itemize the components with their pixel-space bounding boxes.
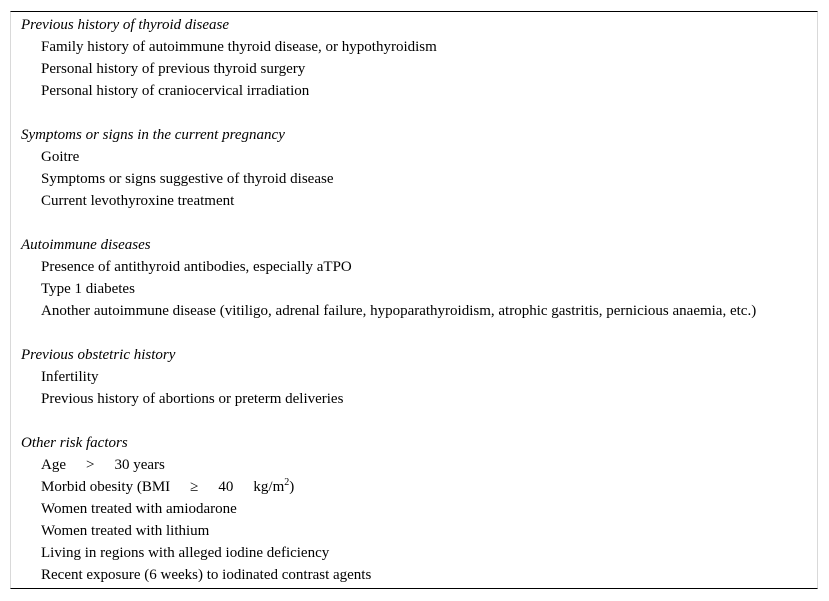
list-item: Personal history of previous thyroid surgery [41, 61, 306, 77]
list-item: Infertility [41, 369, 99, 385]
list-item: Personal history of craniocervical irradiation [41, 83, 310, 99]
obesity-item [11, 476, 817, 498]
section-heading: Autoimmune diseases [21, 237, 151, 253]
list-item: Family history of autoimmune thyroid disease, or hypothyroidism [41, 39, 437, 55]
section-heading: Other risk factors [21, 435, 128, 451]
list-item: Women treated with lithium [41, 523, 210, 539]
list-item: Type 1 diabetes [41, 281, 135, 297]
list-item: Symptoms or signs suggestive of thyroid disease [41, 171, 334, 187]
section-spacer [11, 102, 817, 124]
list-item: Another autoimmune disease (vitiligo, adrenal failure, hypoparathyroidism, atrophic gastritis, pernicious anaemia, etc.) [41, 303, 757, 319]
obesity-close: ) [289, 479, 295, 495]
list-item: Goitre [41, 149, 80, 165]
section-heading: Symptoms or signs in the current pregnancy [21, 127, 285, 143]
age-item [11, 454, 817, 476]
list-item: Recent exposure (6 weeks) to iodinated contrast agents [41, 567, 372, 583]
obesity-unit: kg/m [253, 479, 285, 495]
list-item: Presence of antithyroid antibodies, especially aTPO [41, 259, 352, 275]
list-item: Current levothyroxine treatment [41, 193, 235, 209]
obesity-operator: ≥ [190, 479, 199, 495]
section-heading: Previous history of thyroid disease [21, 17, 230, 33]
obesity-exponent: 2 [284, 477, 290, 488]
section-spacer [11, 212, 817, 234]
list-item: Living in regions with alleged iodine deficiency [41, 545, 330, 561]
list-item: Previous history of abortions or preterm deliveries [41, 391, 344, 407]
obesity-value: 40 [218, 479, 234, 495]
section-spacer [11, 410, 817, 432]
section-spacer [11, 322, 817, 344]
section-heading: Previous obstetric history [21, 347, 176, 363]
risk-factors-table [10, 11, 818, 589]
age-value: 30 years [114, 457, 165, 473]
age-label: Age [41, 457, 66, 473]
obesity-label: Morbid obesity (BMI [41, 479, 171, 495]
age-operator: > [86, 457, 95, 473]
list-item: Women treated with amiodarone [41, 501, 237, 517]
